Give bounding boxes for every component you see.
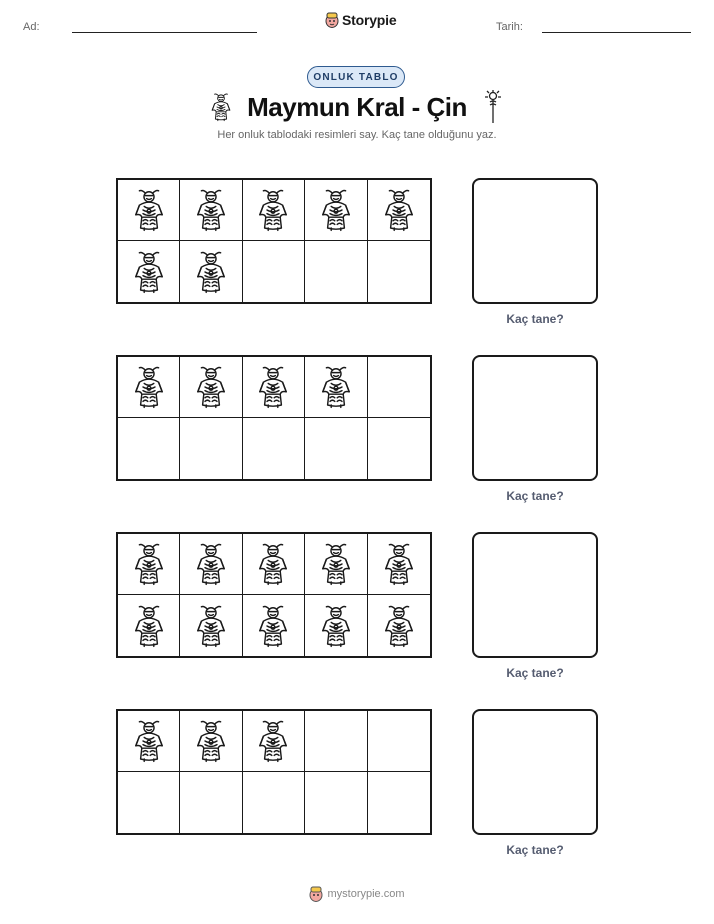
monkey-king-figure-icon — [255, 365, 291, 409]
ten-frame-2 — [116, 355, 432, 481]
ten-frame-cell — [118, 418, 180, 479]
ten-frame-1 — [116, 178, 432, 304]
ten-frame-cell — [243, 534, 305, 595]
ten-frame-cell — [180, 180, 242, 241]
monkey-king-figure-icon — [381, 604, 417, 648]
answer-label-3: Kaç tane? — [506, 666, 564, 680]
ten-frame-cell — [243, 595, 305, 656]
ten-frame-cell — [118, 241, 180, 302]
name-line[interactable] — [72, 32, 257, 33]
answer-label-1: Kaç tane? — [506, 312, 564, 326]
ten-frame-cell — [180, 357, 242, 418]
ten-frame-cell — [118, 180, 180, 241]
monkey-king-figure-icon — [131, 188, 167, 232]
monkey-king-figure-icon — [255, 188, 291, 232]
ten-frame-cell — [180, 241, 242, 302]
ten-frame-cell — [368, 772, 430, 833]
ten-frame-cell — [180, 534, 242, 595]
monkey-king-figure-icon — [318, 604, 354, 648]
monkey-king-figure-icon — [193, 188, 229, 232]
ten-frame-cell — [368, 241, 430, 302]
monkey-king-figure-icon — [209, 92, 233, 122]
ten-frame-cell — [118, 772, 180, 833]
ten-frame-cell — [368, 180, 430, 241]
ten-frame-cell — [305, 180, 367, 241]
monkey-king-figure-icon — [255, 719, 291, 763]
page-title: Maymun Kral - Çin — [247, 91, 467, 122]
ten-frame-cell — [368, 711, 430, 772]
date-label: Tarih: — [496, 21, 523, 33]
monkey-king-figure-icon — [193, 542, 229, 586]
answer-box-3[interactable] — [472, 532, 598, 658]
monkey-king-figure-icon — [131, 604, 167, 648]
footer — [0, 886, 714, 902]
monkey-king-figure-icon — [131, 719, 167, 763]
ten-frame-cell — [118, 357, 180, 418]
ten-frame-cell — [243, 180, 305, 241]
storypie-mascot-icon — [309, 886, 323, 902]
ten-frame-cell — [305, 418, 367, 479]
monkey-king-figure-icon — [255, 542, 291, 586]
monkey-king-figure-icon — [193, 250, 229, 294]
ten-frame-cell — [243, 711, 305, 772]
ten-frame-cell — [243, 241, 305, 302]
monkey-king-figure-icon — [131, 542, 167, 586]
brand-name: Storypie — [342, 12, 397, 28]
answer-label-2: Kaç tane? — [506, 489, 564, 503]
ten-frame-cell — [305, 357, 367, 418]
ten-frame-cell — [368, 595, 430, 656]
ten-frame-cell — [118, 595, 180, 656]
ten-frame-cell — [118, 711, 180, 772]
monkey-king-figure-icon — [318, 365, 354, 409]
monkey-king-figure-icon — [318, 188, 354, 232]
answer-label-4: Kaç tane? — [506, 843, 564, 857]
date-line[interactable] — [542, 32, 691, 33]
monkey-king-figure-icon — [255, 604, 291, 648]
ten-frame-cell — [180, 595, 242, 656]
ten-frame-cell — [243, 418, 305, 479]
name-label: Ad: — [23, 21, 40, 33]
ten-frame-cell — [368, 534, 430, 595]
ten-frame-cell — [305, 595, 367, 656]
ten-frame-cell — [180, 772, 242, 833]
ten-frame-cell — [368, 357, 430, 418]
answer-box-4[interactable] — [472, 709, 598, 835]
ten-frame-cell — [180, 418, 242, 479]
monkey-king-figure-icon — [381, 188, 417, 232]
monkey-king-figure-icon — [131, 365, 167, 409]
monkey-king-figure-icon — [193, 604, 229, 648]
monkey-king-figure-icon — [193, 719, 229, 763]
ten-frame-cell — [305, 772, 367, 833]
ten-frame-4 — [116, 709, 432, 835]
storypie-mascot-icon — [325, 12, 339, 28]
ten-frame-cell — [243, 772, 305, 833]
answer-box-1[interactable] — [472, 178, 598, 304]
ten-frame-cell — [305, 534, 367, 595]
ten-frame-cell — [243, 357, 305, 418]
golden-staff-icon — [481, 90, 505, 124]
monkey-king-figure-icon — [193, 365, 229, 409]
ten-frame-cell — [305, 711, 367, 772]
monkey-king-figure-icon — [381, 542, 417, 586]
title-row — [0, 90, 714, 124]
monkey-king-figure-icon — [318, 542, 354, 586]
ten-frame-cell — [118, 534, 180, 595]
ten-frame-cell — [305, 241, 367, 302]
ten-frame-3 — [116, 532, 432, 658]
instructions: Her onluk tablodaki resimleri say. Kaç tane olduğunu yaz. — [217, 129, 497, 141]
worksheet-type-badge: ONLUK TABLO — [307, 66, 405, 88]
ten-frame-cell — [368, 418, 430, 479]
ten-frame-cell — [180, 711, 242, 772]
brand-logo — [325, 12, 396, 28]
monkey-king-figure-icon — [131, 250, 167, 294]
footer-site: mystorypie.com — [327, 888, 405, 900]
answer-box-2[interactable] — [472, 355, 598, 481]
